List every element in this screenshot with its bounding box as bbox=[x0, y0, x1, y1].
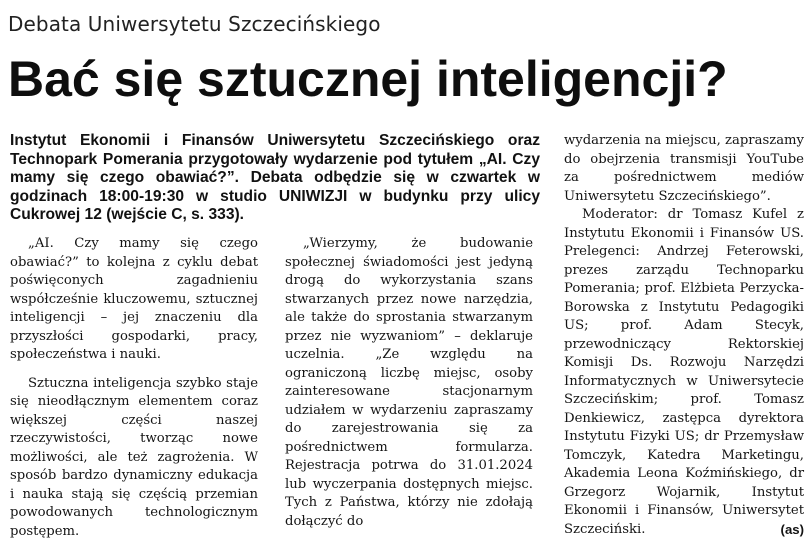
article-column-2 bbox=[285, 235, 533, 531]
column-3-paragraph-2 bbox=[564, 206, 804, 539]
column-3-paragraph-1: wydarzenia na miejscu, zapraszamy do obejrzenia transmisji YouTube za pośrednictwem mediów Uniwersytetu Szczecińskiego”. bbox=[564, 132, 804, 206]
column-1-paragraph-2: Sztuczna inteligencja szybko staje się nieodłącznym elementem coraz większej części naszej rzeczywistości, tworząc nowe możliwości, ale też zagrożenia. W sposób bardzo dynamiczny edukacja i nauka stają się częścią przemian powodowanych technologicznym postępem. bbox=[10, 375, 258, 541]
column-2-paragraph-1: „Wierzymy, że budowanie społecznej świadomości jest jedyną drogą do wykorzystania szans stwarzanych przez nowe narzędzia, ale także do sprostania stwarzanym przez nie wyzwaniom” – deklaruje uczelnia. „Ze względu na ograniczoną liczbę miejsc, osoby zainteresowane stacjonarnym udziałem w wydarzeniu zapraszamy do zarejestrowania się za pośrednictwem formularza. Rejestracja potrwa do 31.01.2024 lub wyczerpania dostępnych miejsc. Tych z Państwa, którzy nie zdołają dołączyć do bbox=[285, 235, 533, 531]
article-column-1 bbox=[10, 235, 258, 541]
column-1-paragraph-1: „AI. Czy mamy się czego obawiać?” to kolejna z cyklu debat poświęconych zagadnieniu współcześnie kluczowemu, sztucznej inteligencji – jej znaczeniu dla przyszłości gospodarki, pracy, społeczeństwa i nauki. bbox=[10, 235, 258, 365]
article-headline: Bać się sztucznej inteligencji? bbox=[8, 52, 728, 106]
article-column-3 bbox=[564, 132, 804, 539]
article-kicker: Debata Uniwersytetu Szczecińskiego bbox=[8, 12, 381, 36]
article-lead: Instytut Ekonomii i Finansów Uniwersytetu Szczecińskiego oraz Technopark Pomerania przygotowały wydarzenie pod tytułem „AI. Czy mamy się czego obawiać?”. Debata odbędzie się w czwartek w godzinach 18:00-19:30 w studio UNIWIZJI w budynku przy ulicy Cukrowej 12 (wejście C, s. 333). bbox=[10, 132, 540, 225]
author-signature: (as) bbox=[763, 521, 804, 540]
column-3-paragraph-2-text: Moderator: dr Tomasz Kufel z Instytutu Ekonomii i Finansów US. Prelegenci: Andrzej Feterowski, prezes zarządu Technoparku Pomerania; prof. Elżbieta Perzycka-Borowska z Instytutu Pedagogiki US; prof. Adam Stecyk, przewodniczący Rektorskiej Komisji Ds. Rozwoju Narzędzi Informatycznych w Uniwersytecie Szczecińskim; prof. Tomasz Denkiewicz, zastępca dyrektora Instytutu Fizyki US; dr Przemysław Tomczyk, Katedra Marketingu, Akademia Leona Koźmińskiego, dr Grzegorz Wojarnik, Instytut Ekonomii i Finansów, Uniwersytet Szczeciński. bbox=[564, 207, 804, 537]
